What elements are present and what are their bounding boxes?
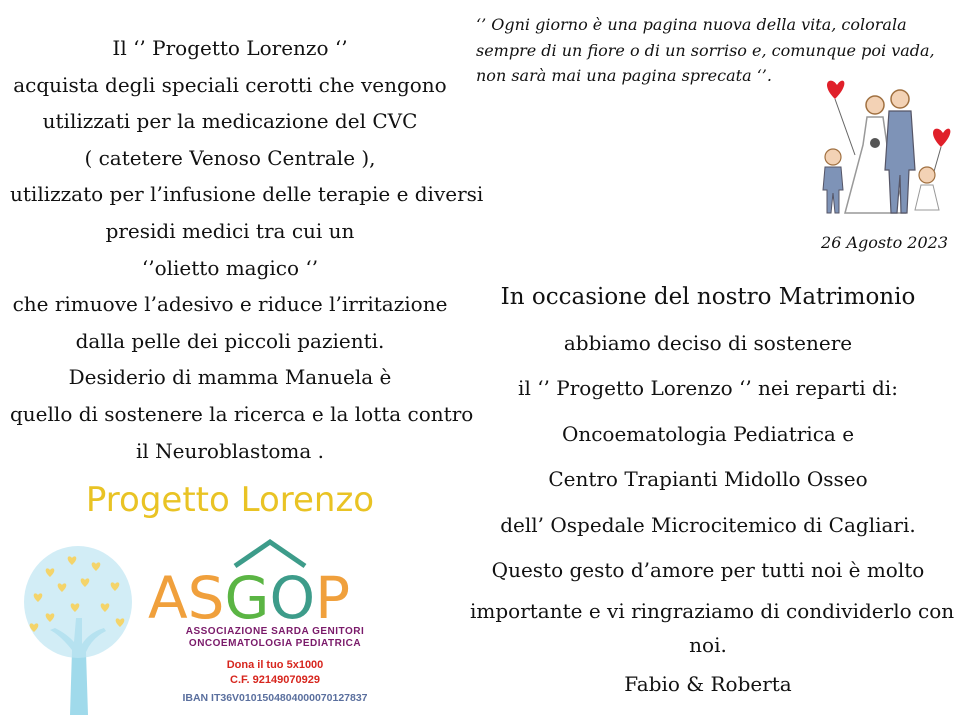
message-line: Questo gesto d’amore per tutti noi è molto xyxy=(491,558,925,582)
left-line: ‘’olietto magico ‘’ xyxy=(141,255,319,280)
association-line: ASSOCIAZIONE SARDA GENITORI xyxy=(185,626,365,637)
message-line: Centro Trapianti Midollo Osseo xyxy=(548,467,868,491)
brand-title: Progetto Lorenzo xyxy=(85,480,375,520)
balloon-icon xyxy=(827,81,844,99)
heart-tree-icon xyxy=(20,540,135,715)
right-message xyxy=(470,275,955,707)
roof-icon xyxy=(235,542,305,566)
wedding-couple-icon xyxy=(815,75,960,220)
balloon-icon xyxy=(933,129,950,147)
asgop-logo xyxy=(140,536,410,628)
wedding-date: 26 Agosto 2023 xyxy=(821,233,948,252)
left-line: presidi medici tra cui un xyxy=(105,218,355,243)
left-line: utilizzato per l’infusione delle terapie e diversi xyxy=(10,182,484,207)
iban-text: IBAN IT36V0101504804000070127837 xyxy=(182,692,368,704)
dona-text: Dona il tuo 5x1000 xyxy=(226,659,324,671)
message-line: abbiamo deciso di sostenere xyxy=(563,330,853,355)
message-line: importante e vi ringraziamo di condividerlo con xyxy=(470,598,955,623)
logo-text: ASGOP xyxy=(148,564,351,628)
left-line: il Neuroblastoma . xyxy=(135,438,325,463)
message-line: Oncoematologia Pediatrica e xyxy=(561,421,855,446)
quote-line: sempre di un fiore o di un sorriso e, comunque poi vada, xyxy=(476,40,935,60)
left-description xyxy=(10,30,484,469)
left-line: ( catetere Venoso Centrale ), xyxy=(84,145,376,170)
left-line: dalla pelle dei piccoli pazienti. xyxy=(75,328,385,353)
quote-line: non sarà mai una pagina sprecata ‘’. xyxy=(476,66,772,85)
left-line: utilizzati per la medicazione del CVC xyxy=(42,109,418,134)
message-heading: In occasione del nostro Matrimonio xyxy=(500,284,916,310)
left-line: acquista degli speciali cerotti che vengono xyxy=(13,72,447,97)
left-line: che rimuove l’adesivo e riduce l’irritazione xyxy=(12,292,448,317)
quote-line: ‘’ Ogni giorno è una pagina nuova della vita, colorala xyxy=(476,15,907,34)
association-name xyxy=(160,626,390,650)
association-line: ONCOEMATOLOGIA PEDIATRICA xyxy=(188,638,362,649)
left-line: quello di sostenere la ricerca e la lotta contro xyxy=(10,401,474,426)
cf-text: C.F. 92149070929 xyxy=(230,674,320,686)
signature: Fabio & Roberta xyxy=(624,671,792,696)
message-line: noi. xyxy=(689,632,727,657)
donation-info xyxy=(160,658,390,688)
message-line: il ‘’ Progetto Lorenzo ‘’ nei reparti di: xyxy=(518,376,898,400)
left-line: Desiderio di mamma Manuela è xyxy=(68,365,392,390)
left-line: Il ‘’ Progetto Lorenzo ‘’ xyxy=(112,36,348,60)
message-line: dell’ Ospedale Microcitemico di Cagliari. xyxy=(500,512,916,537)
